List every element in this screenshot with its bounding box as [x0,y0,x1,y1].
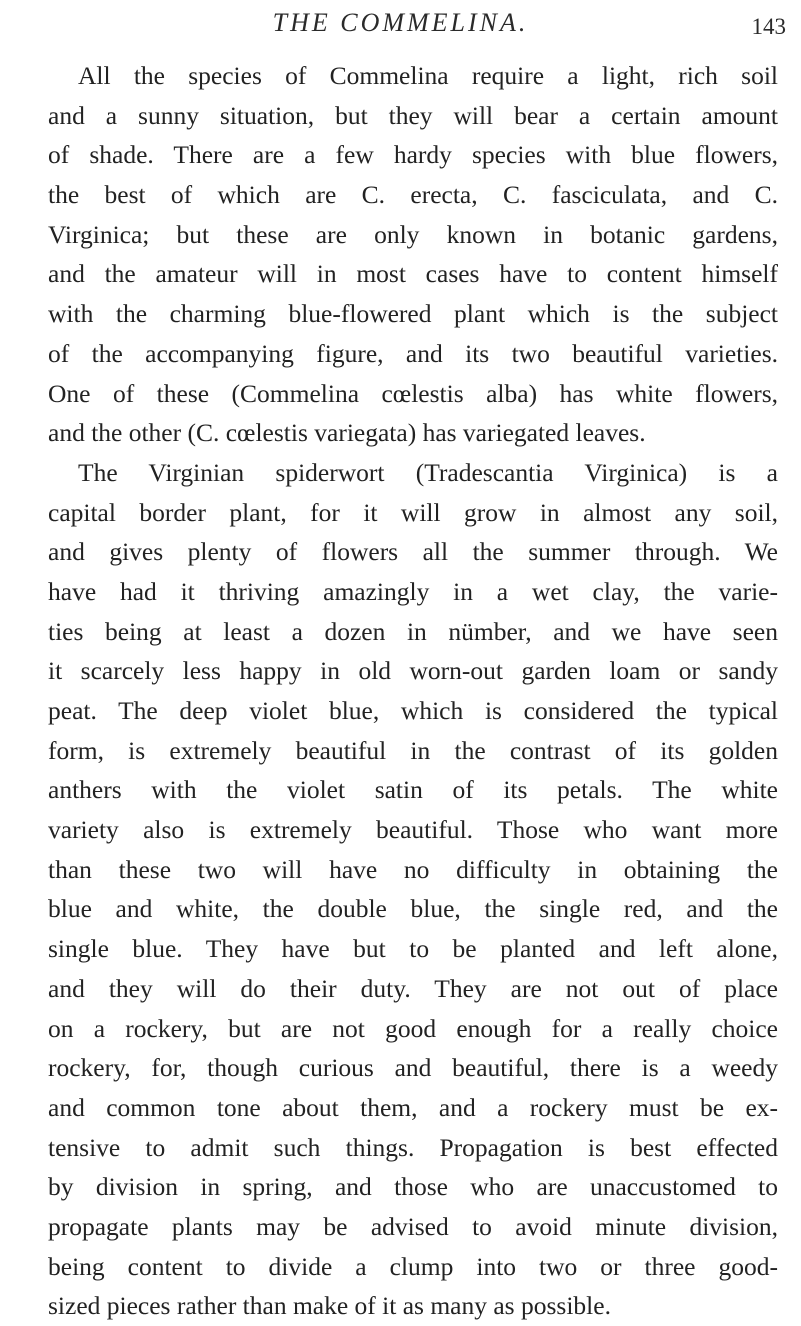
text-line: variety also is extremely beautiful. Those who want more [48,815,778,845]
text-line: and a sunny situation, but they will bear a certain amount [48,100,778,130]
text-line: capital border plant, for it will grow in almost any soil, [48,497,778,527]
text-line: and the other (C. cœlestis variegata) has variegated leaves. [48,418,646,448]
text-line: anthers with the violet satin of its petals. The white [48,775,778,805]
text-line: by division in spring, and those who are unaccustomed to [48,1172,778,1202]
text-line: and they will do their duty. They are not out of place [48,973,778,1003]
text-line: and common tone about them, and a rockery must be ex- [48,1092,778,1122]
text-line: One of these (Commelina cœlestis alba) has white flowers, [48,378,778,408]
text-line: it scarcely less happy in old worn-out garden loam or sandy [48,656,778,686]
running-title: THE COMMELINA. [272,8,529,37]
text-line: blue and white, the double blue, the single red, and the [48,894,778,924]
page-number: 143 [751,14,786,39]
text-line: All the species of Commelina require a light, rich soil [78,61,778,90]
text-line: and gives plenty of flowers all the summer through. We [48,537,778,567]
text-line: ties being at least a dozen in nümber, and we have seen [48,616,778,646]
text-line: sized pieces rather than make of it as many as possible. [48,1291,611,1321]
text-line: The Virginian spiderwort (Tradescantia Virginica) is a [78,457,778,487]
text-line: rockery, for, though curious and beautiful, there is a weedy [48,1053,778,1083]
text-line: with the charming blue-flowered plant which is the subject [48,299,778,329]
text-line: propagate plants may be advised to avoid minute division, [48,1211,778,1241]
text-line: of the accompanying figure, and its two beautiful varieties. [48,338,778,368]
text-line: Virginica; but these are only known in botanic gardens, [48,219,778,249]
text-line: of shade. There are a few hardy species with blue flowers, [48,140,778,170]
text-line: and the amateur will in most cases have to content himself [48,259,778,289]
text-line: the best of which are C. erecta, C. fasciculata, and C. [48,180,778,210]
body-text [48,56,778,1326]
text-line: on a rockery, but are not good enough for a really choice [48,1013,778,1043]
text-line: form, is extremely beautiful in the contrast of its golden [48,735,778,765]
text-line: than these two will have no difficulty in obtaining the [48,854,778,884]
page-header [0,8,801,48]
text-line: peat. The deep violet blue, which is considered the typical [48,696,778,725]
text-line: have had it thriving amazingly in a wet clay, the varie- [48,576,778,606]
text-line: tensive to admit such things. Propagation is best effected [48,1132,778,1162]
text-line: single blue. They have but to be planted and left alone, [48,934,778,964]
text-line: being content to divide a clump into two or three good- [48,1251,778,1281]
